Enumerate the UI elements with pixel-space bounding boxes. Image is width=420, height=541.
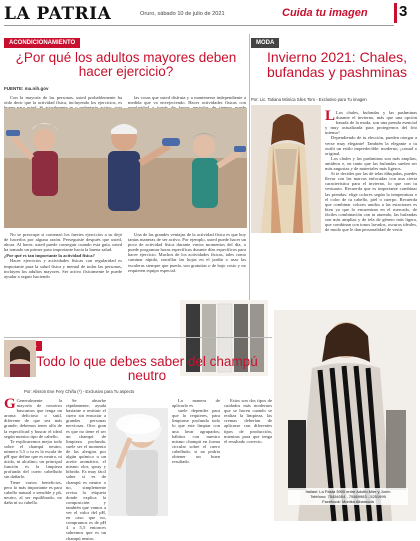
article3-col2 bbox=[66, 398, 106, 541]
author-avatar bbox=[4, 340, 36, 377]
article3-paragraph: Tiene varios beneficios, pero lo más importante es para cabello natural o sensible y ph, neutro, al ser equilibrado, no daña ni su cabello. bbox=[4, 479, 62, 505]
article1-subhead: ¿Por qué es tan importante la actividad física? bbox=[4, 253, 95, 259]
section-title: Cuida tu imagen bbox=[282, 7, 368, 19]
store-credit: Italiani: La Pasta 3900 entre Adolfo Mier y Junín Teléfono: 75454004 - 75469983 - 5251999 Facebook: Monika Albamoda bbox=[288, 488, 408, 505]
article1-col2-intro bbox=[128, 95, 246, 107]
exercise-class-illustration bbox=[4, 108, 247, 228]
article1-paragraph: No se preocupe si comenzó los fuertes ejercicios a su dejó de hacerlos por alguna razón. Perseguiste después que usted, ahora. Al hacer, usted puede conseguir cuando esta guía, usted ha tomado un primer paso importante hacia la buena salud. bbox=[4, 232, 122, 253]
article2-col1 bbox=[325, 110, 417, 300]
exercise-class-photo bbox=[4, 108, 247, 228]
article1-col1-intro bbox=[4, 95, 122, 107]
dateline: Oruro, sábado 10 de julio de 2021 bbox=[140, 11, 225, 17]
section-tag-moda: MODA bbox=[251, 38, 279, 48]
article2-paragraph: Los chales y las pashminas son más amplias, antideos e, en tanto que las bufandas suelen ser más angostas y de materiales más ligeros. bbox=[325, 155, 417, 172]
section-tag-acondicionamiento: ACONDICIONAMIENTO bbox=[4, 38, 80, 48]
dropcap: G bbox=[4, 396, 16, 412]
scarf-model-photo bbox=[251, 105, 321, 233]
dropcap: L bbox=[325, 108, 336, 124]
shampoo-photo bbox=[108, 408, 168, 516]
article2-paragraph: Si te decides por las de telas dibujadas, puedes llevar con las marcas enfocadas con una cierta característica para el invierno, lo que con tu vestuario. Recuerda que es importante combinar las prendas: elige colores según la temperatura o el color de tu cabello, piel o cuerpo. Recuerda que combinar colores unidos a las estaciones es bien ya que lo encuentran en el mercado, de fáciles combinación con tu atuendo, las bufandas son más amplias y de tela de género más ligera, que combinan con tonos lavados, oscuros ideales, de modo que le dan personalidad de vestir. bbox=[325, 171, 417, 233]
article1-col1 bbox=[4, 232, 122, 337]
article2-headline: Invierno 2021: Chales, bufandas y pashminas bbox=[266, 49, 408, 80]
article3-byline: Por: Alisson Eve Fery Chiña (*) - Exclusivo para Tu aspecto bbox=[24, 389, 135, 394]
article3-headline: Todo lo que debes saber del champú neutro bbox=[36, 354, 258, 384]
article3-col4 bbox=[224, 398, 272, 521]
article3-paragraph: Te explicaremos mejor todo sobre el champú neutro, número 5,5 o tu es la escala de pH que define que es neutro, ni ácido, ni alcalino; un principal función es la limpieza profunda del cuero cabelludo sin dañarlo. bbox=[4, 438, 62, 480]
article3-paragraph: Estos son dos tipos de cuidados más modernos que se hacen cuando se realiza la limpieza, las cremas deberían de aplicarse con diferentes tipos de producción, mientras para que tenga el resultado correcto. bbox=[224, 398, 272, 444]
article1-headline: ¿Por qué los adultos mayores deben hacer ejercicio? bbox=[15, 50, 237, 80]
article1-paragraph: Hacer ejercicios y actividades físicas con regularidad es importante para la salud física y mental de todas las personas, incluyen los adultos mayores. Ser activo físicamente le puede ayudar a seguir haciendo bbox=[4, 258, 122, 279]
article3-paragraph: La manera de aplicarlo es bbox=[172, 398, 220, 409]
header-rule bbox=[4, 25, 394, 26]
article1-paragraph: las cosas que usted disfruta y a mantenerse independiente a medida que va envejeciendo. Hacer actividades físicas con bbox=[128, 95, 246, 106]
article3-paragraph: Se absorbe rápidamente, ayuda bastante a restituir el cuero sin ensuciar a grandes personas nerviosas. Otro gran es que no tiene el ser un champú de limpieza profunda, suele ser el momento de las alergias por algún químico u un aceite aromático, el mismo olor, spray y hibrido. Es muy fácil saber si es de champú es neutro o no, simplemente revisa la etiqueta donde explica la composición y también que vamos a ver el valor del pH, en caso que no, compramos es de pH 4 a 5,5 entonces sabremos que es un champú neutro. bbox=[66, 398, 106, 541]
column-divider bbox=[249, 34, 250, 334]
section-divider bbox=[4, 337, 272, 338]
newspaper-logo: LA PATRIA bbox=[4, 4, 112, 24]
shampoo-illustration bbox=[108, 408, 168, 516]
article2-paragraph: Dependiendo de tu elección, pueden otorgar a verse muy elegante! También la elegante o tu outfit un estilo impredecible: moderno, ¡casual o original. bbox=[325, 135, 417, 156]
article3-col1 bbox=[4, 398, 62, 521]
article3-paragraph: G Generalmente la mayoría de nosotros buscamos que tenga un aroma delicioso o sutil, diferente de que sea más grande; debemos tener alfa de la especificad y buscar el ideal según nuestro tipo de cabello. bbox=[4, 396, 62, 439]
article1-source: FUENTE: ma.nih.gov bbox=[4, 86, 49, 91]
article1-paragraph: Con la mayoría de las personas, usted probablemente ha oído decir que la actividad física, incluyendo los ejercicios, es bbox=[4, 95, 122, 106]
page-header bbox=[0, 0, 420, 26]
page-number: 3 bbox=[394, 3, 420, 23]
scarf-model-illustration bbox=[251, 105, 321, 233]
article2-byline: Por: Lic. Tatiana Mónica Siles Toro - Exclusivo para Tu imagen bbox=[251, 97, 367, 102]
article3-paragraph: suele depender para que lo requieres, para limpiarse profunda todo lo que este limpiar con una lavar agrupados; hábitos con nuestro mismo champú en forma circular sobre el cuero cabelludo, si no podría obtener un buen resultado. bbox=[172, 408, 220, 465]
article2-paragraph: L Los chales, bufandas y las pashminas durante el invierno, más que una opción basada de la moda, son una prenda esencial y muy actualizada para protegernos del frío intenso! bbox=[325, 108, 417, 136]
author-avatar-illustration bbox=[4, 340, 36, 377]
article1-paragraph: Una de las grandes ventajas de la actividad física es que hoy tantas maneras de ser activo. Por ejemplo, usted puede hacer un poco de actividad física durante varios momentos del día, o puede programar horas específicas durante días específicos para hacer ejercicio. Muchos de los actividades físicas, tales como caminar rápido, rastrillar las hojas en el jardín o usar las escaleras siempre que pueda, son gratuitas o de bajo costo y no requieren equipo especial. bbox=[128, 232, 246, 273]
article3-col3 bbox=[172, 398, 220, 521]
